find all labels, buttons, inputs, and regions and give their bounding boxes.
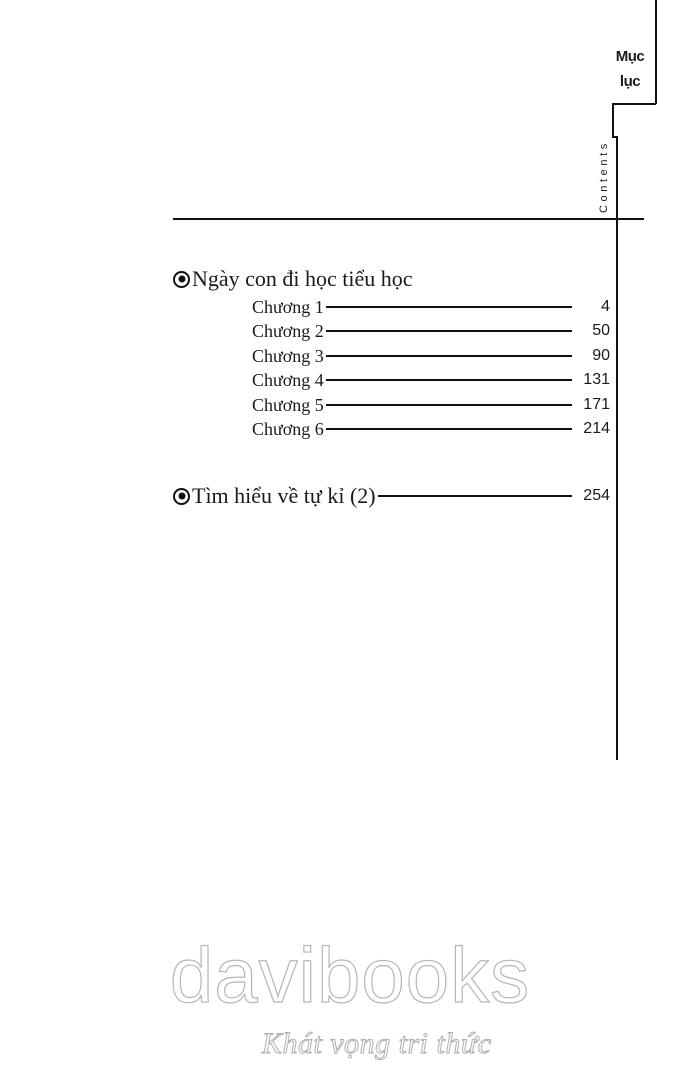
- chapter-label: Chương 6: [252, 418, 324, 439]
- section-heading-2: [173, 483, 610, 509]
- chapter-label: Chương 5: [252, 394, 324, 415]
- chapter-page: 214: [583, 420, 610, 437]
- chapter-label: Chương 1: [252, 296, 324, 317]
- section-heading-1: [173, 266, 413, 292]
- chapter-entry: [252, 295, 610, 319]
- circle-dot-bullet-icon: [173, 271, 190, 288]
- section-title: Tìm hiểu về tự kỉ (2): [192, 483, 376, 508]
- chapter-entry: [252, 393, 610, 417]
- watermark-brand: davibooks: [169, 931, 531, 1019]
- chapter-label: Chương 3: [252, 345, 324, 366]
- chapter-page: 50: [592, 322, 610, 339]
- leader-line: [326, 330, 572, 332]
- contents-side-label: Contents: [598, 140, 610, 213]
- chapter-entry: [252, 344, 610, 368]
- chapter-entry: [252, 368, 610, 392]
- toc-heading: [606, 44, 654, 94]
- chapter-entry: [252, 417, 610, 441]
- leader-line: [326, 306, 572, 308]
- watermark-tagline: Khát vọng tri thức: [262, 1027, 492, 1060]
- chapter-label: Chương 4: [252, 369, 324, 390]
- tab-outline: [613, 104, 656, 760]
- chapter-page: 171: [583, 396, 610, 413]
- circle-dot-bullet-icon: [173, 488, 190, 505]
- chapter-label: Chương 2: [252, 320, 324, 341]
- leader-line: [326, 355, 572, 357]
- toc-heading-line1: Mục: [615, 48, 645, 65]
- chapter-page: 90: [592, 347, 610, 364]
- leader-line: [326, 379, 572, 381]
- section-title: Ngày con đi học tiểu học: [192, 266, 413, 291]
- chapter-page: 131: [583, 371, 610, 388]
- toc-heading-line2: lục: [619, 73, 641, 90]
- leader-line: [378, 495, 572, 497]
- chapter-entry: [252, 319, 610, 343]
- leader-line: [326, 428, 572, 430]
- chapter-page: 4: [601, 298, 610, 315]
- section-page: 254: [583, 487, 610, 504]
- leader-line: [326, 404, 572, 406]
